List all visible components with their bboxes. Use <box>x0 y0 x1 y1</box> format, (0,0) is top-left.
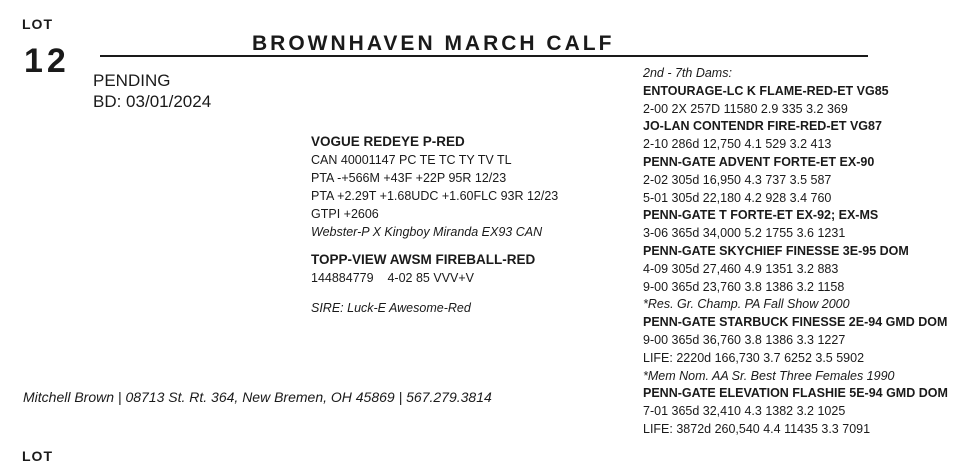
dam-block <box>311 251 535 317</box>
lot-label: LOT <box>22 16 53 32</box>
dam-production-record: 9-00 365d 36,760 3.8 1386 3.3 1227 <box>643 332 846 347</box>
dam-production-record: 2-00 2X 257D 11580 2.9 335 3.2 369 <box>643 101 848 116</box>
dams-list <box>643 65 948 439</box>
dam-ancestor-name: PENN-GATE ADVENT FORTE-ET EX-90 <box>643 154 875 169</box>
dam-production-record: 2-10 286d 12,750 4.1 529 3.2 413 <box>643 137 832 152</box>
sire-name: VOGUE REDEYE P-RED <box>311 134 465 149</box>
dam-name: TOPP-VIEW AWSM FIREBALL-RED <box>311 252 536 267</box>
dam-production-record: 5-01 305d 22,180 4.2 928 3.4 760 <box>643 190 832 205</box>
dam-production-record: 7-01 365d 32,410 4.3 1382 3.2 1025 <box>643 404 846 419</box>
dam-ancestor-name: PENN-GATE SKYCHIEF FINESSE 3E-95 DOM <box>643 243 909 258</box>
dam-ancestor-name: PENN-GATE STARBUCK FINESSE 2E-94 GMD DOM <box>643 315 948 330</box>
page-title: BROWNHAVEN MARCH CALF <box>252 32 615 55</box>
dam-production-record: 9-00 365d 23,760 3.8 1386 3.2 1158 <box>643 279 845 294</box>
sire-line-detail: PTA +2.29T +1.68UDC +1.60FLC 93R 12/23 <box>311 189 559 203</box>
dam-sire: SIRE: Luck-E Awesome-Red <box>311 301 471 315</box>
dam-reg: 144884779 <box>311 271 374 285</box>
dam-ancestor-name: JO-LAN CONTENDR FIRE-RED-ET VG87 <box>643 119 882 134</box>
sire-line-block <box>311 133 558 241</box>
registration-status: PENDING <box>93 71 171 90</box>
dam-production-record: LIFE: 3872d 260,540 4.4 11435 3.3 7091 <box>643 421 871 436</box>
sire-pedigree: Webster-P X Kingboy Miranda EX93 CAN <box>311 225 543 239</box>
status-block <box>93 70 211 112</box>
dam-classification: 4-02 85 VVV+V <box>387 271 475 285</box>
sire-line-detail: CAN 40001147 PC TE TC TY TV TL <box>311 153 512 167</box>
dam-ancestor-name: PENN-GATE ELEVATION FLASHIE 5E-94 GMD DOM <box>643 386 948 401</box>
title-divider <box>100 55 868 57</box>
dam-ancestor-name: PENN-GATE T FORTE-ET EX-92; EX-MS <box>643 208 879 223</box>
sire-line-detail: PTA -+566M +43F +22P 95R 12/23 <box>311 171 507 185</box>
dams-lines <box>643 83 948 439</box>
lot-footer-label: LOT <box>22 448 53 464</box>
dam-production-record: 2-02 305d 16,950 4.3 737 3.5 587 <box>643 172 832 187</box>
dam-ancestor-name: ENTOURAGE-LC K FLAME-RED-ET VG85 <box>643 83 889 98</box>
consignor-info: Mitchell Brown | 08713 St. Rt. 364, New Bremen, OH 45869 | 567.279.3814 <box>23 389 492 405</box>
sire-line-detail: GTPI +2606 <box>311 207 379 221</box>
lot-number: 12 <box>24 42 70 80</box>
dam-note: *Res. Gr. Champ. PA Fall Show 2000 <box>643 297 850 312</box>
birth-date: BD: 03/01/2024 <box>93 92 212 111</box>
dams-heading: 2nd - 7th Dams: <box>643 66 732 80</box>
dam-production-record: LIFE: 2220d 166,730 3.7 6252 3.5 5902 <box>643 350 865 365</box>
dam-production-record: 3-06 365d 34,000 5.2 1755 3.6 1231 <box>643 226 846 241</box>
dam-note: *Mem Nom. AA Sr. Best Three Females 1990 <box>643 368 895 383</box>
dam-production-record: 4-09 305d 27,460 4.9 1351 3.2 883 <box>643 261 839 276</box>
dam-record <box>311 269 535 287</box>
